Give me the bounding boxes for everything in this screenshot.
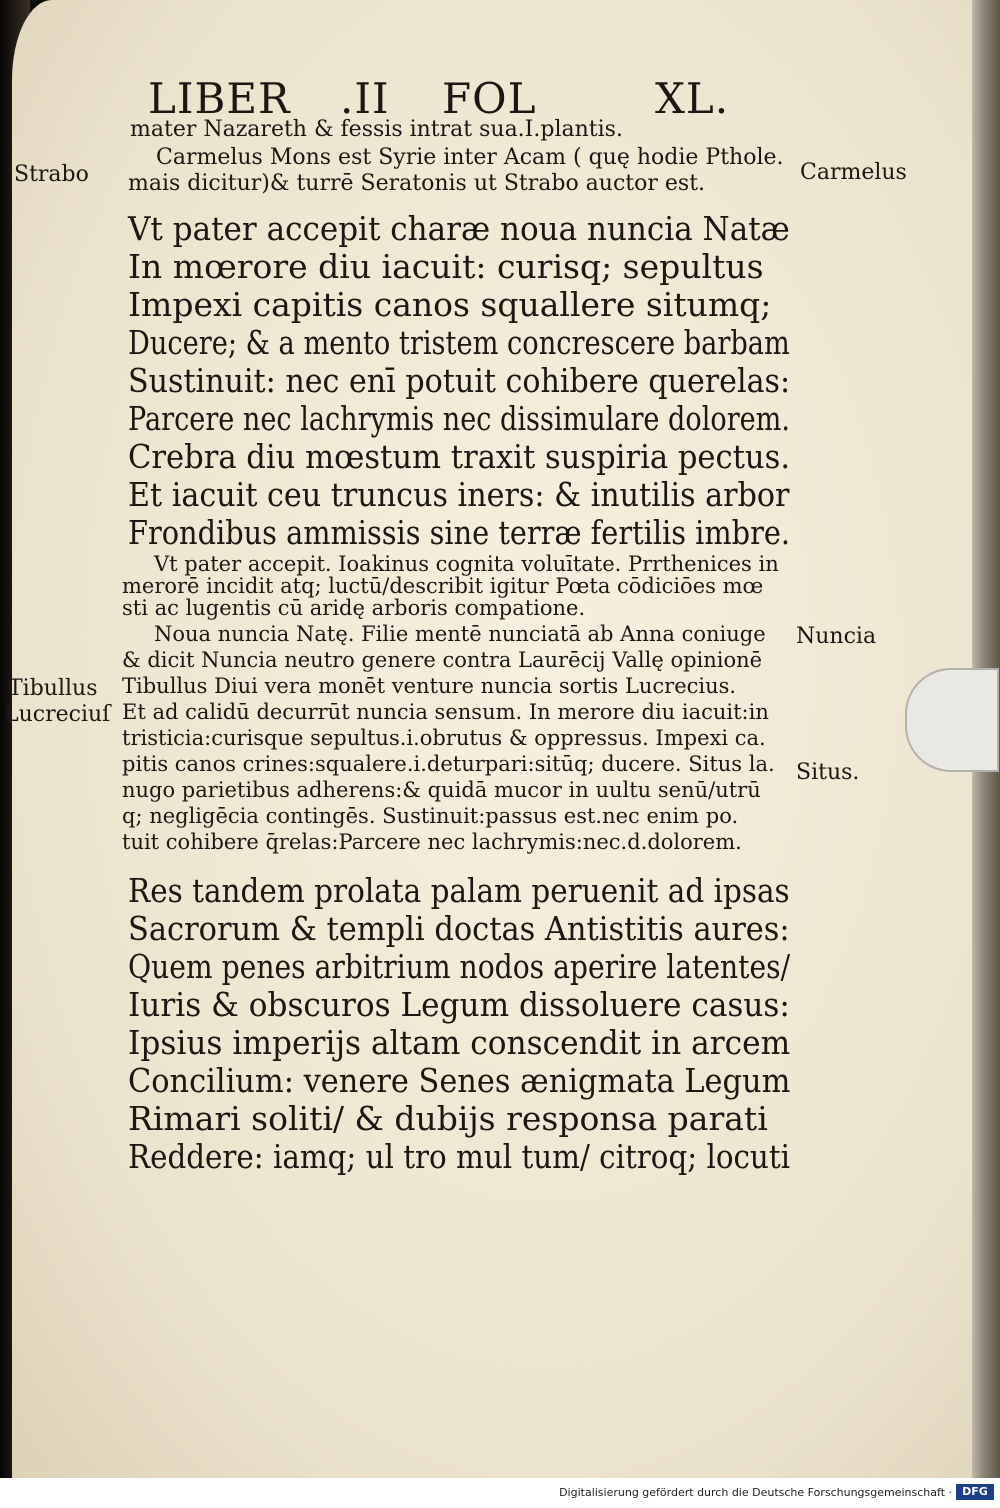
commentary-line-2: merorē incidit atq; luctū/describit igitur Pœta cōdiciōes mœ — [122, 574, 764, 598]
clasp-holder — [905, 668, 999, 772]
header-fol: FOL — [442, 74, 537, 123]
verse1-line-5: Sustinuit: nec enī potuit cohibere querelas: — [128, 361, 791, 400]
commentary-line-8: tristicia:curisque sepultus.i.obrutus & oppressus. Impexi ca. — [122, 726, 766, 750]
verse2-line-1: Res tandem prolata palam peruenit ad ipsas — [128, 871, 790, 910]
commentary-line-9: pitis canos crines:squalere.i.deturpari:sitūq; ducere. Situs la. — [122, 752, 775, 776]
header-number: .II — [340, 74, 390, 123]
commentary-line-3: sti ac lugentis cū aridę arboris compatione. — [122, 596, 586, 620]
verse1-line-9: Frondibus ammissis sine terræ fertilis imbre. — [128, 513, 791, 552]
commentary-line-7: Et ad calidū decurrūt nuncia sensum. In merore diu iacuit:in — [122, 700, 769, 724]
verse2-line-6: Concilium: venere Senes ænigmata Legum — [128, 1061, 791, 1100]
dfg-logo: DFG — [956, 1484, 994, 1500]
margin-lucrecius: Lucreciuſ — [4, 702, 111, 727]
commentary-line-10: nugo parietibus adherens:& quidā mucor in uultu senū/utrū — [122, 778, 761, 802]
verse2-line-3: Quem penes arbitrium nodos aperire latentes/ — [128, 947, 791, 986]
intro-line-3: mais dicitur)& turrē Seratonis ut Strabo auctor est. — [128, 171, 706, 196]
verse1-line-2: In mœrore diu iacuit: curisq; sepultus — [128, 247, 764, 286]
verse2-line-8: Reddere: iamq; ul tro mul tum/ citroq; locuti — [128, 1137, 791, 1176]
verse1-line-7: Crebra diu mœstum traxit suspiria pectus. — [128, 437, 791, 476]
verse1-line-1: Vt pater accepit charæ noua nuncia Natæ — [128, 209, 790, 248]
verse1-line-4: Ducere; & a mento tristem concrescere barbam — [128, 323, 790, 362]
header-book: LIBER — [148, 74, 291, 123]
margin-situs: Situs. — [796, 760, 860, 785]
verse2-line-5: Ipsius imperijs altam conscendit in arcem — [128, 1023, 791, 1062]
footer-credit: Digitalisierung gefördert durch die Deutsche Forschungsgemeinschaft · — [559, 1486, 952, 1499]
intro-line-1: mater Nazareth & fessis intrat sua.I.plantis. — [130, 117, 623, 142]
verse1-line-8: Et iacuit ceu truncus iners: & inutilis arbor — [128, 475, 790, 514]
margin-tibullus: Tibullus — [8, 676, 98, 701]
header-folio: XL. — [655, 74, 730, 123]
verse2-line-4: Iuris & obscuros Legum dissoluere casus: — [128, 985, 790, 1024]
commentary-line-4: Noua nuncia Natę. Filie mentē nunciatā ab Anna coniuge — [154, 622, 766, 646]
margin-nuncia: Nuncia — [796, 624, 877, 649]
verse1-line-3: Impexi capitis canos squallere situmq; — [128, 285, 772, 324]
commentary-line-6: Tibullus Diui vera monēt venture nuncia sortis Lucrecius. — [122, 674, 737, 698]
intro-line-2: Carmelus Mons est Syrie inter Acam ( quę hodie Pthole. — [156, 145, 784, 170]
verse2-line-7: Rimari soliti/ & dubijs responsa parati — [128, 1099, 768, 1138]
verse2-line-2: Sacrorum & templi doctas Antistitis aures: — [128, 909, 790, 948]
margin-strabo: Strabo — [14, 162, 89, 187]
commentary-line-5: & dicit Nuncia neutro genere contra Laurēcij Vallę opinionē — [122, 648, 763, 672]
commentary-line-11: q; negligēcia contingēs. Sustinuit:passus est.nec enim po. — [122, 804, 739, 828]
commentary-line-12: tuit cohibere q̄relas:Parcere nec lachrymis:nec.d.dolorem. — [122, 830, 742, 854]
commentary-line-1: Vt pater accepit. Ioakinus cognita voluītate. Prrthenices in — [154, 552, 779, 576]
margin-carmelus: Carmelus — [800, 160, 907, 185]
verse1-line-6: Parcere nec lachrymis nec dissimulare dolorem. — [128, 399, 790, 438]
